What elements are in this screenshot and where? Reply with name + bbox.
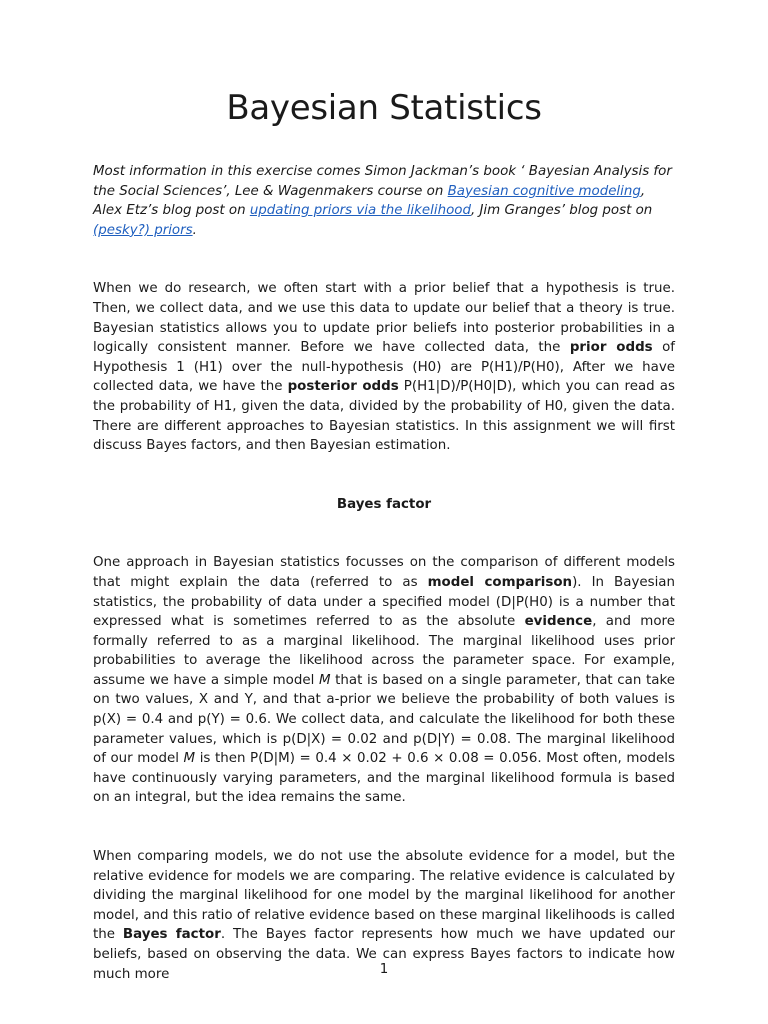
page-title: Bayesian Statistics bbox=[226, 88, 542, 128]
term-bayes-factor: Bayes factor bbox=[122, 927, 221, 943]
term-prior-odds: prior odds bbox=[569, 340, 653, 356]
paragraph-text: P(H1|D)/P(H0|D), which you can read as the probability of H1, given the data, divided by the probability of H0, given the data. There are different approaches to Bayesian statistics. In this assignment we will first discuss Bayes factors, and then Bayesian estimation. bbox=[93, 379, 675, 454]
intro-paragraph bbox=[93, 162, 675, 240]
paragraph-text: , and more formally referred to as a marginal likelihood. The marginal likelihood uses prior probabilities to average the likelihood across the parameter space. For example, assume we have a simple model bbox=[93, 614, 675, 688]
paragraph-model-comparison bbox=[93, 553, 675, 808]
model-symbol: M bbox=[318, 672, 331, 688]
spacer bbox=[93, 514, 675, 553]
link-bayesian-cognitive-modeling[interactable]: Bayesian cognitive modeling bbox=[447, 183, 641, 199]
section-heading-bayes-factor: Bayes factor bbox=[336, 496, 432, 512]
intro-text: , Jim Granges’ blog post on bbox=[470, 203, 653, 219]
term-posterior-odds: posterior odds bbox=[287, 379, 399, 395]
model-symbol: M bbox=[183, 751, 196, 767]
paragraph-text: of Hypothesis 1 (H1) over the null-hypothesis (H0) are P(H1)/P(H0), After we have collected data, we have the bbox=[93, 340, 675, 395]
paragraph-text: One approach in Bayesian statistics focusses on the comparison of different models that might explain the data (referred to as bbox=[93, 555, 675, 590]
term-model-comparison: model comparison bbox=[427, 574, 573, 590]
spacer bbox=[93, 240, 675, 279]
paragraph-text: ). In Bayesian statistics, the probability of data under a specified model (D|P(H0) is a number that expressed what is sometimes referred to as the absolute bbox=[93, 574, 676, 630]
paragraph-prior-odds bbox=[93, 279, 675, 455]
paragraph-text: . The Bayes factor represents how much we have updated our beliefs, based on observing the data. We can express Bayes factors to indicate how much more bbox=[93, 927, 675, 982]
paragraph-text: that is based on a single parameter, that can take on two values, X and Y, and that a-prior we believe the probability of both values is p(X) = 0.4 and p(Y) = 0.6. We collect data, and calculate the likelihood for both these parameter values, which is p(D|X) = 0.02 and p(D|Y) = 0.08. The marginal likelihood of our model bbox=[93, 672, 675, 767]
spacer bbox=[93, 808, 675, 847]
intro-text: . bbox=[192, 222, 197, 238]
intro-text: Most information in this exercise comes Simon Jackman’s book ‘ Bayesian Analysis for the Social Sciences’, Lee & Wagenmakers course on bbox=[93, 164, 672, 199]
intro-text: , Alex Etz’s blog post on bbox=[93, 183, 646, 219]
term-evidence: evidence bbox=[524, 614, 593, 630]
paragraph-text: When we do research, we often start with a prior belief that a hypothesis is true. Then, we collect data, and we use this data to update our belief that a theory is true. Bayesian statistics allows you to update prior beliefs into posterior probabilities in a logically consistent manner. Before we have collected data, the bbox=[93, 281, 675, 356]
document-body bbox=[93, 162, 675, 984]
paragraph-text: When comparing models, we do not use the absolute evidence for a model, but the relative evidence for models we are comparing. The relative evidence is calculated by dividing the marginal likelihood for one model by the marginal likelihood for another model, and this ratio of relative evidence based on these marginal likelihoods is called the bbox=[93, 849, 675, 943]
paragraph-text: is then P(D|M) = 0.4 × 0.02 + 0.6 × 0.08 = 0.056. Most often, models have continuously varying parameters, and the marginal likelihood formula is based on an integral, but the idea remains the same. bbox=[93, 751, 675, 806]
link-updating-priors[interactable]: updating priors via the likelihood bbox=[249, 203, 471, 219]
spacer bbox=[93, 456, 675, 495]
page-number: 1 bbox=[379, 962, 389, 977]
link-pesky-priors[interactable]: (pesky?) priors bbox=[93, 222, 193, 238]
